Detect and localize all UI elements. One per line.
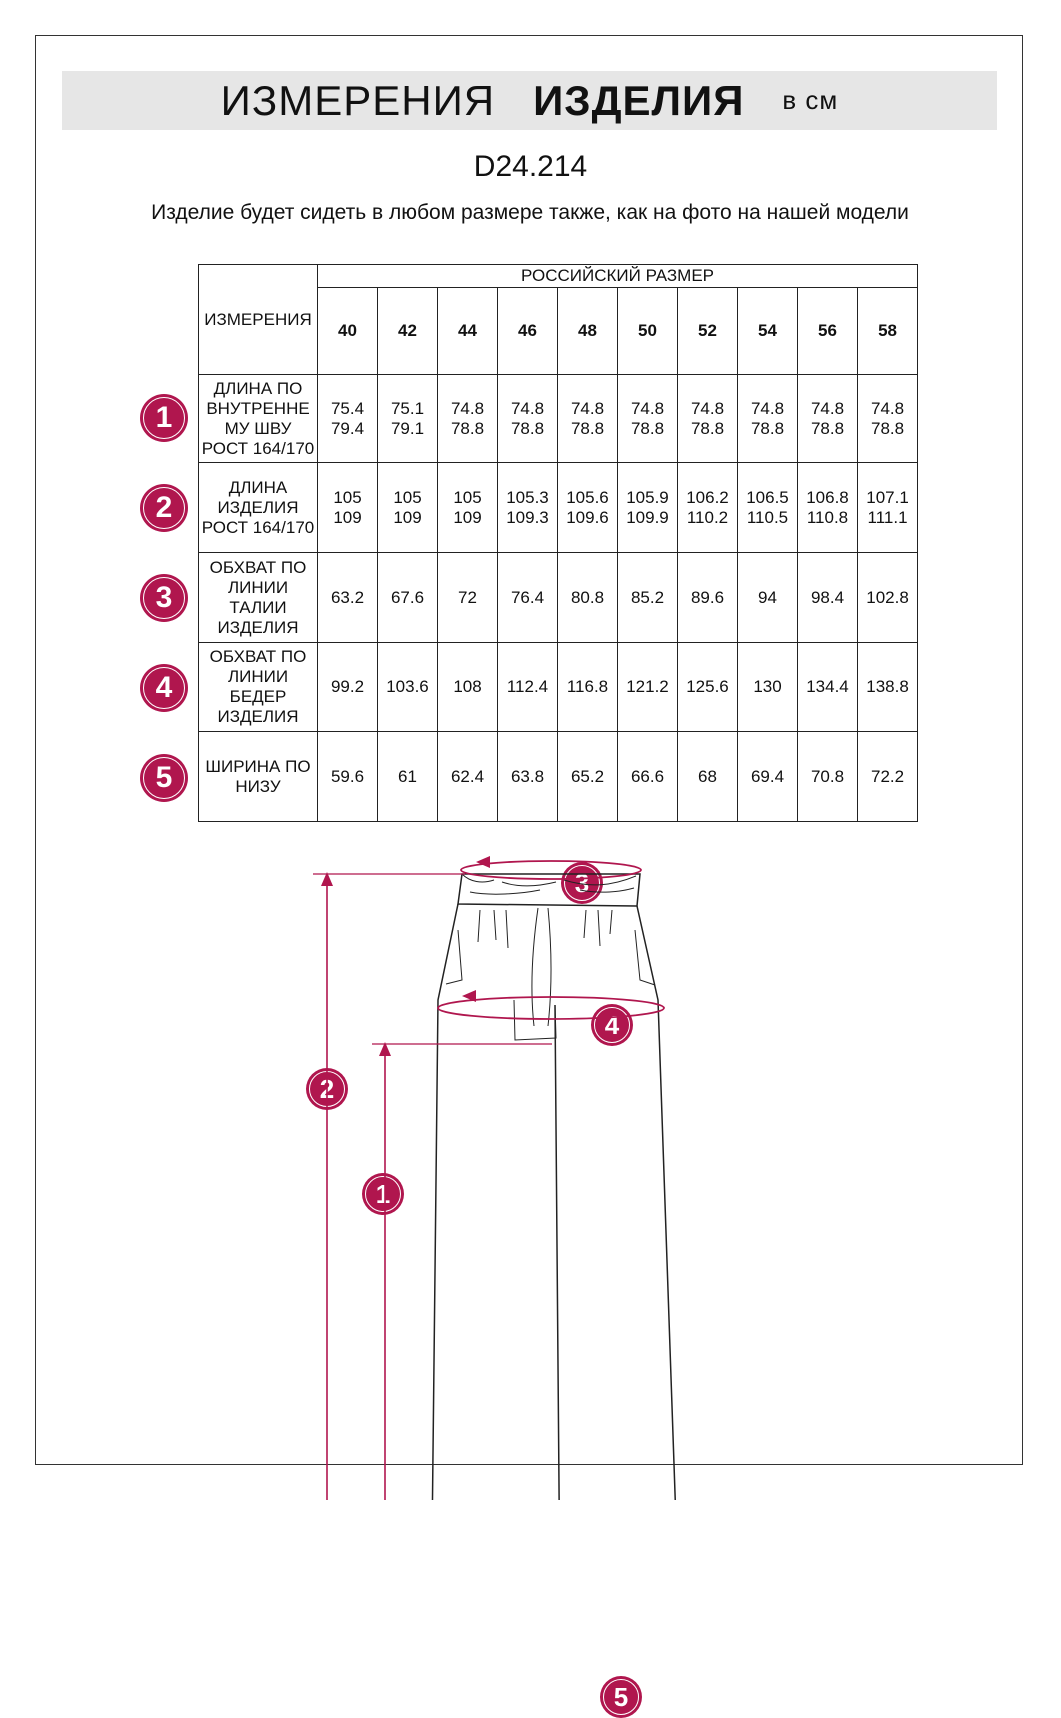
- value-cell: [738, 643, 798, 732]
- title-light: ИЗМЕРЕНИЯ: [220, 76, 496, 124]
- value-cell: [498, 732, 558, 822]
- value-cell: [558, 553, 618, 643]
- value-line: 106.5: [746, 487, 789, 507]
- row-label-line: ИЗДЕЛИЯ: [217, 617, 299, 637]
- value-line: 74.8: [510, 398, 545, 418]
- page-title: [62, 71, 997, 130]
- value-line: 121.2: [626, 677, 669, 696]
- row-label-line: ОБХВАТ ПО: [209, 557, 307, 577]
- value-cell: [798, 463, 858, 553]
- value-line: 110.8: [806, 507, 849, 527]
- value-line: 74.8: [570, 398, 605, 418]
- table-row: [199, 375, 918, 463]
- value-cell: [498, 643, 558, 732]
- row-label-line: ИЗДЕЛИЯ: [217, 707, 299, 726]
- value-line: 72.2: [870, 766, 905, 786]
- measurements-header: ИЗМЕРЕНИЯ: [199, 265, 318, 375]
- row-number-badge: [140, 394, 188, 442]
- arrow-heads: [321, 856, 580, 1500]
- value-cell: [558, 463, 618, 553]
- value-cell: [798, 732, 858, 822]
- value-line: 78.8: [870, 418, 905, 438]
- row-label-line: ОБХВАТ ПО: [209, 647, 307, 666]
- value-cell: [318, 463, 378, 553]
- marker-number: 2: [319, 1073, 335, 1104]
- value-line: 103.6: [386, 677, 429, 696]
- value-line: 74.8: [450, 398, 485, 418]
- value-line: 78.8: [570, 418, 605, 438]
- value-line: 106.2: [686, 487, 729, 507]
- value-cell: [378, 732, 438, 822]
- value-cell: [618, 643, 678, 732]
- value-line: 109: [453, 507, 482, 527]
- value-cell: [738, 732, 798, 822]
- value-line: 63.2: [330, 587, 365, 607]
- value-cell: [618, 375, 678, 463]
- value-cell: [858, 732, 918, 822]
- value-line: 78.8: [630, 418, 665, 438]
- fit-note: Изделие будет сидеть в любом размере также, как на фото на нашей модели: [151, 201, 909, 224]
- value-cell: [558, 732, 618, 822]
- value-cell: [558, 375, 618, 463]
- value-cell: [558, 643, 618, 732]
- table-row: [199, 463, 918, 553]
- row-label-line: РОСТ 164/170: [201, 438, 315, 458]
- size-header-cell: 56: [798, 288, 858, 375]
- value-line: 125.6: [686, 677, 729, 696]
- badge-number: 2: [155, 491, 173, 524]
- value-cell: [378, 463, 438, 553]
- marker-number: 4: [604, 1009, 620, 1040]
- value-cell: [378, 375, 438, 463]
- value-line: 78.8: [750, 418, 785, 438]
- row-label-line: ДЛИНА: [228, 477, 288, 497]
- row-number-badge: [140, 754, 188, 802]
- value-cell: [318, 732, 378, 822]
- title-bold: ИЗДЕЛИЯ: [533, 76, 745, 124]
- size-header-cell: 52: [678, 288, 738, 375]
- value-line: 109.9: [626, 507, 669, 527]
- row-number-badge: [140, 664, 188, 712]
- value-cell: [438, 375, 498, 463]
- value-line: 108: [453, 677, 482, 696]
- row-label-line: ТАЛИИ: [229, 597, 287, 617]
- value-line: 63.8: [510, 766, 545, 786]
- row-label-line: ЛИНИИ: [227, 577, 289, 597]
- value-line: 76.4: [510, 587, 545, 607]
- value-line: 109: [333, 507, 362, 527]
- value-cell: [438, 732, 498, 822]
- value-line: 94: [758, 587, 777, 607]
- value-cell: [498, 553, 558, 643]
- size-header-cell: 54: [738, 288, 798, 375]
- value-line: 78.8: [810, 418, 845, 438]
- row-label-line: ВНУТРЕННЕ: [206, 398, 310, 418]
- value-line: 109.6: [566, 507, 609, 527]
- value-cell: [318, 553, 378, 643]
- value-line: 72: [458, 587, 477, 607]
- value-line: 109: [393, 507, 422, 527]
- row-label-line: ЛИНИИ: [227, 667, 289, 686]
- value-line: 111.1: [867, 507, 908, 527]
- row-label-line: НИЗУ: [235, 776, 281, 796]
- row-label-line: БЕДЕР: [229, 687, 287, 706]
- trousers-outline: [430, 874, 683, 1500]
- badge-number: 1: [155, 401, 173, 434]
- row-number-badge: [140, 484, 188, 532]
- value-line: 110.5: [746, 507, 789, 527]
- value-line: 75.4: [330, 398, 365, 418]
- table-row: [199, 553, 918, 643]
- value-line: 109.3: [506, 507, 549, 527]
- value-cell: [798, 375, 858, 463]
- value-line: 105.3: [506, 487, 549, 507]
- size-header-cell: 46: [498, 288, 558, 375]
- value-cell: [858, 375, 918, 463]
- badge-number: 5: [155, 761, 173, 794]
- table-row: [199, 732, 918, 822]
- value-line: 105: [393, 487, 422, 507]
- size-header-cell: 48: [558, 288, 618, 375]
- value-cell: [738, 553, 798, 643]
- value-cell: [858, 643, 918, 732]
- size-system-header: РОССИЙСКИЙ РАЗМЕР: [318, 265, 918, 288]
- value-line: 74.8: [750, 398, 785, 418]
- badge-number: 4: [155, 671, 173, 704]
- badge-number: 3: [155, 581, 173, 614]
- value-line: 107.1: [866, 487, 909, 507]
- value-line: 74.8: [810, 398, 845, 418]
- value-line: 59.6: [330, 766, 365, 786]
- title-unit: в см: [782, 85, 839, 115]
- value-cell: [498, 375, 558, 463]
- value-cell: [858, 463, 918, 553]
- value-line: 89.6: [690, 587, 725, 607]
- size-header-cell: 50: [618, 288, 678, 375]
- trousers-diagram: [0, 830, 1061, 1500]
- row-number-badge: [140, 574, 188, 622]
- value-line: 67.6: [390, 587, 425, 607]
- marker-number: 1: [375, 1178, 391, 1209]
- diagram-marker: [600, 1676, 642, 1718]
- value-line: 85.2: [630, 587, 665, 607]
- article-code: D24.214: [473, 150, 588, 183]
- value-line: 102.8: [866, 587, 909, 607]
- value-line: 112.4: [506, 677, 549, 696]
- value-line: 130: [753, 677, 782, 696]
- value-line: 74.8: [870, 398, 905, 418]
- value-line: 70.8: [810, 766, 845, 786]
- value-cell: [738, 463, 798, 553]
- value-line: 66.6: [630, 766, 665, 786]
- value-line: 110.2: [686, 507, 729, 527]
- row-label: [199, 553, 318, 643]
- value-cell: [678, 643, 738, 732]
- value-cell: [678, 375, 738, 463]
- row-label-line: РОСТ 164/170: [201, 517, 315, 537]
- value-cell: [498, 463, 558, 553]
- marker-number: 3: [574, 867, 590, 898]
- value-cell: [318, 375, 378, 463]
- size-table: [198, 264, 918, 822]
- table-row: [199, 643, 918, 732]
- value-line: 105: [333, 487, 362, 507]
- value-cell: [438, 463, 498, 553]
- value-line: 105.9: [626, 487, 669, 507]
- value-line: 62.4: [450, 766, 485, 786]
- value-cell: [678, 732, 738, 822]
- value-line: 79.1: [390, 418, 425, 438]
- value-cell: [378, 553, 438, 643]
- value-line: 105.6: [566, 487, 609, 507]
- size-header-cell: 44: [438, 288, 498, 375]
- value-cell: [438, 553, 498, 643]
- row-label-line: ШИРИНА ПО: [205, 756, 311, 776]
- value-line: 98.4: [810, 587, 845, 607]
- row-label: [199, 732, 318, 822]
- value-cell: [798, 643, 858, 732]
- value-cell: [438, 643, 498, 732]
- value-cell: [378, 643, 438, 732]
- row-label-line: МУ ШВУ: [224, 418, 292, 438]
- value-line: 75.1: [390, 398, 425, 418]
- size-header-cell: 42: [378, 288, 438, 375]
- value-cell: [618, 463, 678, 553]
- value-line: 138.8: [866, 677, 909, 696]
- value-cell: [618, 732, 678, 822]
- value-cell: [318, 643, 378, 732]
- value-line: 74.8: [690, 398, 725, 418]
- value-cell: [798, 553, 858, 643]
- size-header-cell: 58: [858, 288, 918, 375]
- value-line: 78.8: [510, 418, 545, 438]
- value-line: 134.4: [806, 677, 849, 696]
- value-line: 69.4: [750, 766, 785, 786]
- value-cell: [678, 553, 738, 643]
- row-label: [199, 643, 318, 732]
- value-line: 79.4: [330, 418, 365, 438]
- value-line: 78.8: [690, 418, 725, 438]
- value-line: 99.2: [330, 677, 365, 696]
- value-line: 65.2: [570, 766, 605, 786]
- row-label-line: ИЗДЕЛИЯ: [217, 497, 299, 517]
- size-header-cell: 40: [318, 288, 378, 375]
- value-line: 78.8: [450, 418, 485, 438]
- measure-lines: [313, 861, 681, 1500]
- value-cell: [618, 553, 678, 643]
- value-line: 116.8: [566, 677, 609, 696]
- row-label: [199, 375, 318, 463]
- value-cell: [738, 375, 798, 463]
- marker-number: 5: [613, 1681, 629, 1712]
- value-line: 61: [398, 766, 417, 786]
- value-cell: [858, 553, 918, 643]
- value-line: 80.8: [570, 587, 605, 607]
- value-cell: [678, 463, 738, 553]
- value-line: 68: [698, 766, 717, 786]
- value-line: 105: [453, 487, 482, 507]
- value-line: 106.8: [806, 487, 849, 507]
- value-line: 74.8: [630, 398, 665, 418]
- row-label-line: ДЛИНА ПО: [213, 378, 303, 398]
- row-label: [199, 463, 318, 553]
